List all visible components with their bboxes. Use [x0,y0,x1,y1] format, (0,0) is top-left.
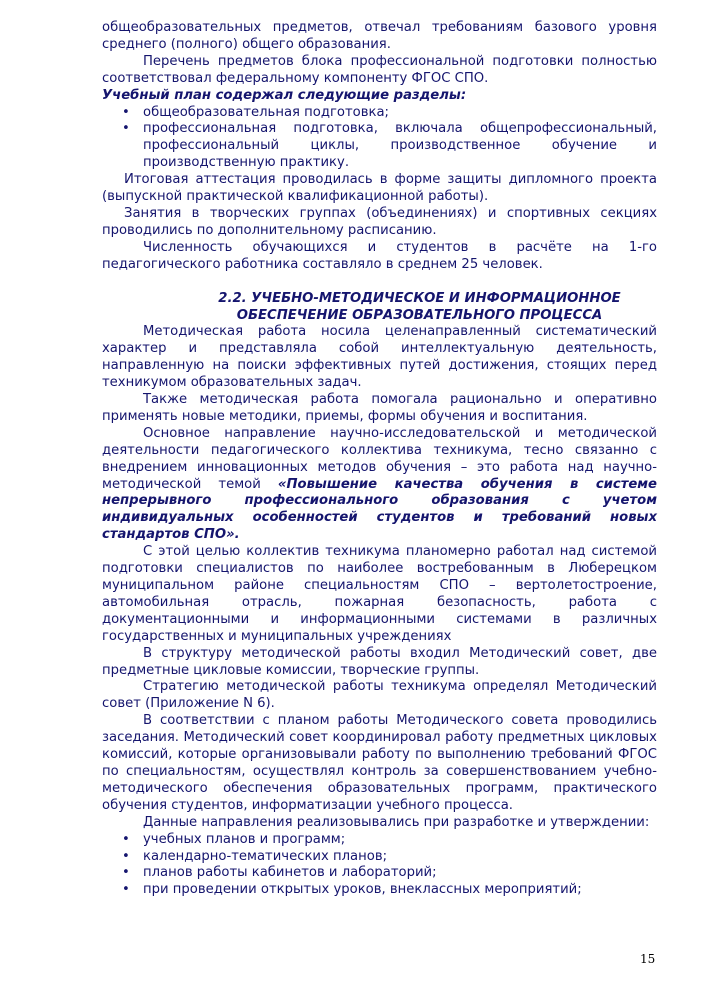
paragraph-specialists: С этой целью коллектив техникума планомерно работал над системой подготовки специалистов по наиболее востребованным в Люберецком муниципальном районе специальностям СПО – вертолетостроение, автомобильная отрасль, пожарная безопасность, работа с документационными и информационными системами в различных государственных и муниципальных учреждениях [102,544,657,644]
approval-list [102,832,657,900]
bullet-icon: • [122,104,130,120]
section-heading: 2.2. УЧЕБНО-МЕТОДИЧЕСКОЕ И ИНФОРМАЦИОННОЕ ОБЕСПЕЧЕНИЕ ОБРАЗОВАТЕЛЬНОГО ПРОЦЕССА [218,290,621,323]
page-number: 15 [640,952,656,966]
paragraph-council: В соответствии с планом работы Методического совета проводились заседания. Методический совет координировал работу предметных цикловых комиссий, которые организовывали работу по выполнению требований ФГОС по специальностям, осуществлял контроль за совершенствованием учебно-методического обеспечения образовательных программ, практического обучения студентов, информатизации учебного процесса. [102,713,657,813]
list-item: • календарно-тематических планов; [122,848,388,864]
theme-title: «Повышение качества обучения в системе непрерывного профессионального образования с учетом индивидуальных особенностей студентов и требований новых стандартов СПО». [102,476,658,543]
list-item: • общеобразовательная подготовка; [122,104,389,120]
list-item: • при проведении открытых уроков, внеклассных мероприятий; [122,882,582,898]
paragraph-methodical-work: Методическая работа носила целенаправленный систематический характер и представляла собой интеллектуальную деятельность, направленную на поиски эффективных путей достижения, стоящих перед техникумом образовательных задач. [102,324,657,391]
paragraph-directions: Данные направления реализовывались при разработке и утверждении: [143,814,650,830]
paragraph-research-theme: Основное направление научно-исследовательской и методической деятельности педагогического коллектива техникума, тесно связанно с внедрением инновационных методов обучения – это работа над научно-методической темой «Повышение качества обучения в системе непрерывного профессионального образования с учетом индивидуальных особенностей студентов и требований новых стандартов СПО». [102,425,658,543]
bullet-icon: • [122,882,130,898]
paragraph-structure: В структуру методической работы входил Методический совет, две предметные цикловые комиссии, творческие группы. [102,645,657,678]
paragraph-continuation: общеобразовательных предметов, отвечал требованиям базового уровня среднего (полного) общего образования. [102,20,657,52]
bullet-icon: • [122,848,130,864]
bullet-icon: • [122,121,130,137]
paragraph-creative-groups: Занятия в творческих группах (объединениях) и спортивных секциях проводились по дополнительному расписанию. [102,205,657,238]
bullet-icon: • [122,831,130,847]
list-item: • учебных планов и программ; [122,831,346,847]
paragraph-attestation: Итоговая аттестация проводилась в форме защиты дипломного проекта (выпускной практической квалификационной работы). [102,172,657,205]
paragraph-subjects-list: Перечень предметов блока профессиональной подготовки полностью соответствовал федеральному компоненту ФГОС СПО. [102,53,657,86]
document-page [102,20,657,899]
plan-list [102,105,657,173]
plan-heading: Учебный план содержал следующие разделы: [102,87,467,103]
list-item: • профессиональная подготовка, включала общепрофессиональный, профессиональный циклы, производственное обучение и производственную практику. [122,121,657,171]
list-item: • планов работы кабинетов и лабораторий; [122,865,437,881]
paragraph-ratio: Численность обучающихся и студентов в расчёте на 1-го педагогического работника составляло в среднем 25 человек. [102,239,657,272]
bullet-icon: • [122,865,130,881]
paragraph-methods: Также методическая работа помогала рационально и оперативно применять новые методики, приемы, формы обучения и воспитания. [102,392,657,424]
paragraph-strategy: Стратегию методической работы техникума определял Методический совет (Приложение N 6). [102,679,657,712]
